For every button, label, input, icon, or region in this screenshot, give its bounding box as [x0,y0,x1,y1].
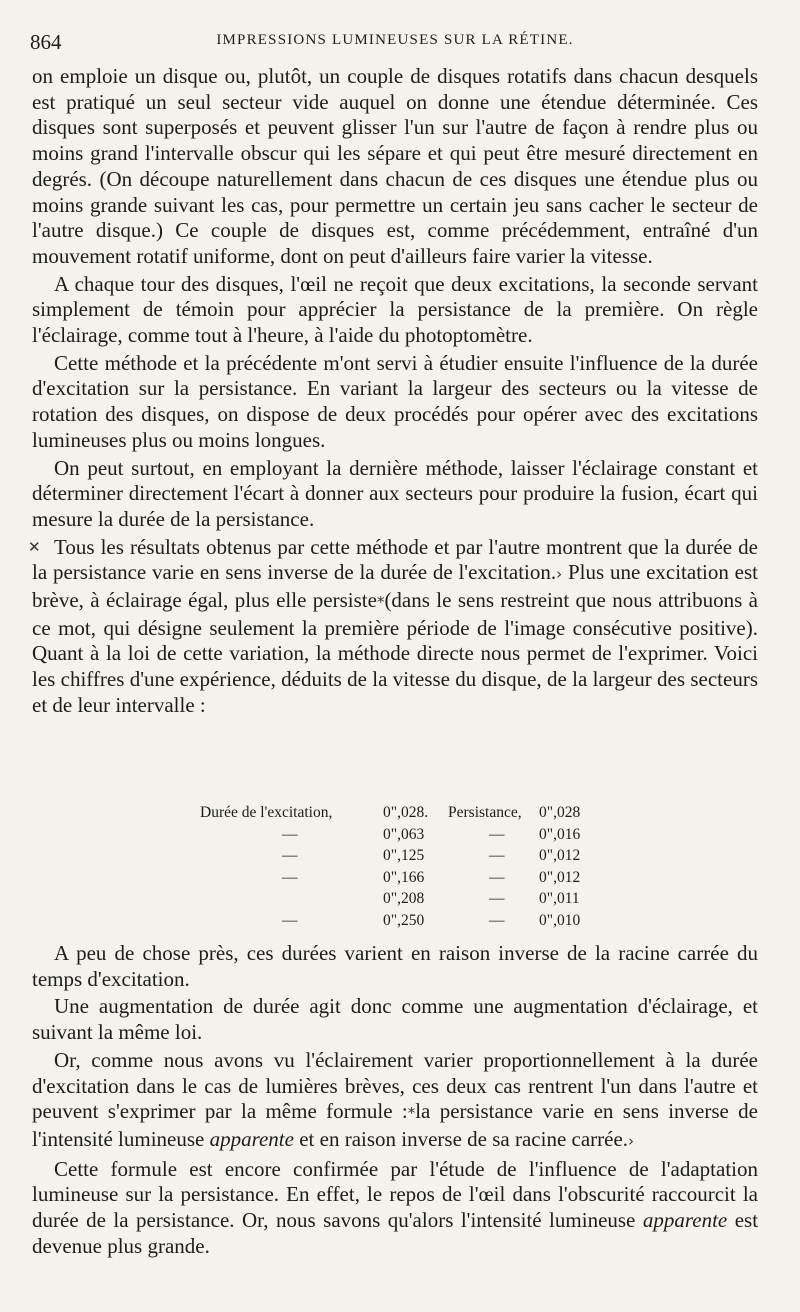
para8-mid: la persistance varie en sens inverse de l'intensité lumineuse [32,1099,758,1151]
para8-after: et en raison inverse de sa racine carrée. [299,1126,629,1151]
table-row [200,826,620,848]
text-block-top [28,64,759,721]
dash-cell: — [489,911,505,929]
para9-before: Cette formule est encore confirmée par l'étude de l'influence de l'adaptation lumineuse sur la persistance. En effet, le repos de l'œil dans l'obscurité raccourcit la durée de la persistance. Or, nous savons qu'alors l'intensité lumineuse [32,1156,758,1233]
dash-cell: — [282,911,298,929]
paragraph-2: A chaque tour des disques, l'œil ne reçoit que deux excitations, la seconde servant simplement de témoin pour apprécier la persistance de la première. On règle l'éclairage, comme tout à l'heure, à l'aide du photoptomètre. [32,271,758,348]
close-mark: › [556,565,563,584]
persistance-value: 0",011 [539,890,580,907]
para5-middle: Plus une excitation est brève, à éclairage égal, plus elle persiste [32,560,759,613]
running-head: IMPRESSIONS LUMINEUSES SUR LA RÉTINE. [216,32,574,48]
para8-before: Or, comme nous avons vu l'éclairement varier proportionnellement à la durée d'excitation dans le cas de lumières brèves, ces deux cas rentrent l'un dans l'autre et peuvent s'exprimer par la même formule : [32,1047,758,1124]
page-header [30,28,760,52]
paragraph-7: Une augmentation de durée agit donc comme une augmentation d'éclairage, et suivant la même loi. [32,994,758,1045]
excitation-value: 0",028. [383,804,429,821]
dash-cell: — [489,825,505,843]
paragraph-9 [32,1157,758,1260]
persistance-value: 0",016 [539,825,581,843]
paragraph-5 [28,534,759,719]
para5-after: (dans le sens restreint que nous attribuons à ce mot, qui désigne seulement la première période de l'image consécutive positive). Quant à la loi de cette variation, la méthode directe nous permet de l'exprimer. Voici les chiffres d'une expérience, déduits de la vitesse du disque, de la largeur des secteurs et de leur intervalle : [32,588,758,717]
dash-cell: — [282,868,298,886]
paragraph-3: Cette méthode et la précédente m'ont servi à étudier ensuite l'influence de la durée d'excitation sur la persistance. En variant la largeur des secteurs ou la vitesse de rotation des disques, on dispose de deux procédés pour opérer avec des excitations lumineuses plus ou moins longues. [32,350,758,452]
asterisk-mark-2: * [407,1104,416,1123]
margin-cross-mark: ✕ [28,537,41,556]
table-row [200,847,620,869]
dash-cell: — [489,890,505,907]
table-row [200,890,620,912]
table-row [200,804,620,826]
excitation-value: 0",250 [383,911,425,929]
table-row [200,869,620,891]
page-number: 864 [30,30,62,54]
col1-label: Durée de l'excitation, [200,804,333,821]
excitation-value: 0",208 [383,890,425,907]
asterisk-mark: * [376,593,385,612]
text-block-bottom [32,941,758,1261]
para8-emphasis: apparente [209,1126,294,1151]
excitation-value: 0",063 [383,825,425,843]
excitation-value: 0",166 [383,868,425,886]
table-row [200,912,620,934]
para5-before: Tous les résultats obtenus par cette méthode et par l'autre montrent que [54,534,659,559]
persistance-value: 0",010 [539,911,581,929]
para9-emphasis: apparente [642,1208,728,1233]
close-mark-2: › [628,1131,635,1150]
paragraph-8 [32,1048,758,1155]
persistance-value: 0",012 [539,847,581,864]
paragraph-4: On peut surtout, en employant la dernière méthode, laisser l'éclairage constant et déterminer directement l'écart à donner aux secteurs pour produire la fusion, écart qui mesure la durée de la persistance. [32,455,758,531]
excitation-value: 0",125 [383,847,425,864]
persistance-value: 0",012 [539,868,581,886]
persistance-value: 0",028 [539,804,581,821]
para9-after: est devenue plus grande. [32,1208,759,1258]
dash-cell: — [282,847,298,864]
paragraph-6: A peu de chose près, ces durées varient en raison inverse de la racine carrée du temps d'excitation. [32,941,758,991]
paragraph-1: on emploie un disque ou, plutôt, un couple de disques rotatifs dans chacun desquels est pratiqué un seul secteur vide auquel on donne une étendue déterminée. Ces disques sont superposés et peuvent glisser l'un sur l'autre de façon à rendre plus ou moins grand l'intervalle obscur qui les sépare et qui peut être mesuré directement en degrés. (On découpe naturellement dans chacun de ces disques une étendue plus ou moins grande suivant les cas, pour permettre un certain jeu sans cacher le secteur de l'autre disque.) Ce couple de disques est, comme précédemment, entraîné d'un mouvement rotatif uniforme, dont on peut d'ailleurs faire varier la vitesse. [32,64,758,268]
col2-label: Persistance, [448,804,522,821]
dash-cell: — [282,825,298,843]
dash-cell: — [489,847,505,864]
para5-highlight: la durée de la persistance varie en sens inverse de la durée de l'excitation. [32,534,758,585]
data-table [200,804,620,933]
dash-cell: — [489,868,505,886]
